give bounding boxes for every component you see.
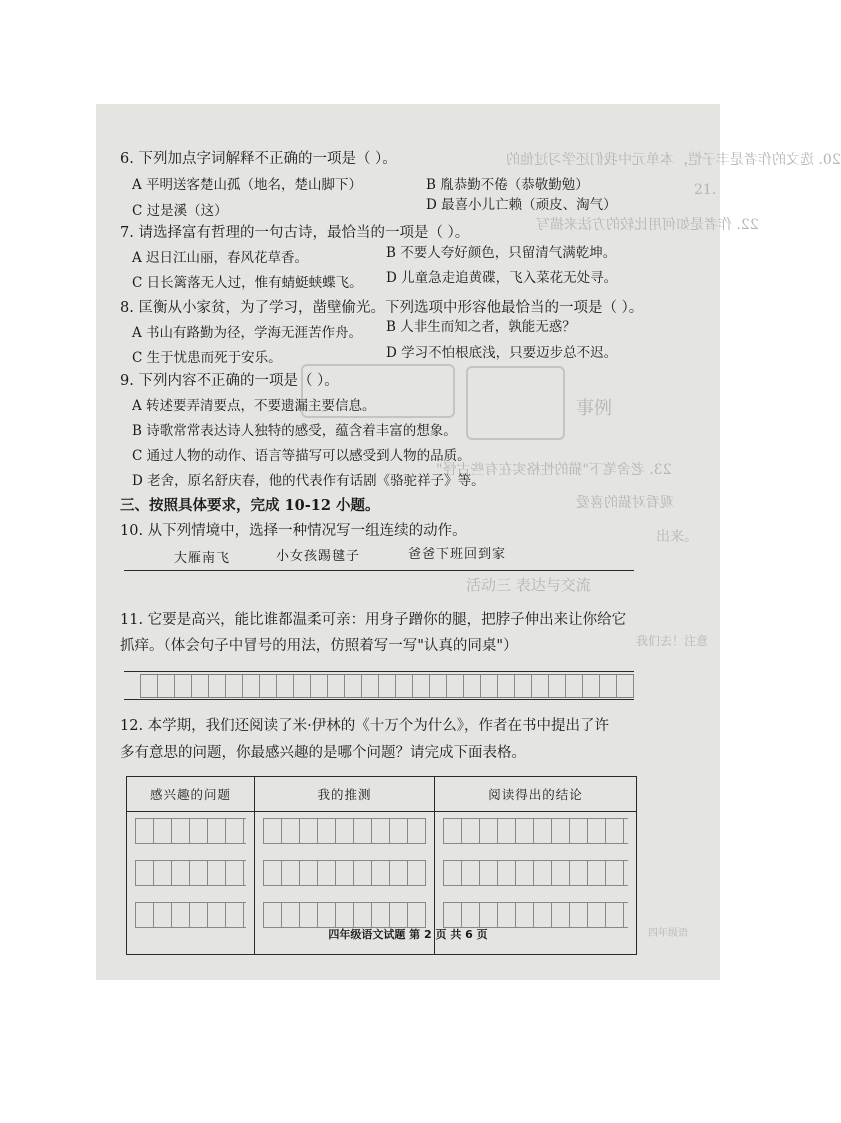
writing-cells (443, 818, 628, 844)
ghost-q22: 22. 作者是如何用比较的方法来描写 (536, 217, 759, 233)
section3-heading: 三、按照具体要求，完成 10-12 小题。 (120, 497, 380, 514)
ghost-q23b: 观看对猫的喜爱 (576, 495, 674, 511)
ghost-heading3: 活动三 表达与交流 (466, 576, 591, 594)
q6-option-c: C 过是溪（这） (132, 203, 228, 219)
page-footer: 四年级语文试题 第 2 页 共 6 页 (328, 928, 488, 941)
q11-line-1: 11. 它要是高兴，能比谁都温柔可亲：用身子蹭你的腿，把脖子伸出来让你给它 (120, 612, 627, 628)
q7-stem: 7. 请选择富有哲理的一句古诗，最恰当的一项是（ ）。 (120, 225, 470, 241)
q7-option-b: B 不要人夸好颜色，只留清气满乾坤。 (386, 245, 617, 261)
q7-option-c: C 日长篱落无人过，惟有蜻蜓蛱蝶飞。 (132, 275, 363, 291)
ghost-diagram-box-right (466, 366, 565, 440)
ghost-example: 事例 (576, 398, 612, 419)
q11-writing-grid-1[interactable] (140, 674, 634, 698)
q8-option-a: A 书山有路勤为径，学海无涯苦作舟。 (132, 325, 363, 341)
q9-option-a: A 转述要弄清要点，不要遗漏主要信息。 (132, 398, 376, 414)
writing-cells (263, 818, 426, 844)
q11-line-2: 抓痒。（体会句子中冒号的用法，仿照着写一写"认真的同桌"） (120, 638, 518, 654)
header-conclusion: 阅读得出的结论 (435, 777, 637, 812)
ghost-footer: 四年级语 (648, 928, 688, 939)
q9-option-b: B 诗歌常常表达诗人独特的感受，蕴含着丰富的想象。 (132, 423, 457, 439)
writing-cells (263, 860, 426, 886)
writing-cells (263, 902, 426, 928)
writing-cells (443, 860, 628, 886)
writing-cells (135, 902, 246, 928)
q10-answer-line[interactable] (124, 570, 634, 571)
q10-option-dad-home: 爸爸下班回到家 (408, 547, 507, 562)
writing-cells (135, 860, 246, 886)
writing-cells (443, 902, 628, 928)
q10-option-geese: 大雁南飞 (174, 551, 231, 566)
q10-option-shuttlecock: 小女孩踢毽子 (276, 549, 361, 564)
ghost-q23a: 23. 老舍笔下"猫的性格实在有些古怪" (436, 462, 672, 478)
q9-option-d: D 老舍，原名舒庆春，他的代表作有话剧《骆驼祥子》等。 (132, 473, 485, 489)
q8-stem: 8. 匡衡从小家贫，为了学习，凿壁偷光。下列选项中形容他最恰当的一项是（ ）。 (120, 300, 644, 316)
exam-page (96, 104, 841, 980)
q7-option-a: A 迟日江山丽，春风花草香。 (132, 250, 309, 266)
q6-option-a: A 平明送客楚山孤（地名，楚山脚下） (132, 177, 363, 193)
q8-option-d: D 学习不怕根底浅，只要迈步总不迟。 (386, 345, 618, 361)
q6-option-d: D 最喜小儿亡赖（顽皮、淘气） (426, 197, 617, 213)
q8-option-b: B 人非生而知之者，孰能无惑？ (386, 319, 576, 335)
q12-line-2: 多有意思的问题，你最感兴趣的是哪个问题？请完成下面表格。 (120, 745, 526, 761)
ghost-side: 我们去！注意 (636, 634, 709, 648)
q6-stem: 6. 下列加点字词解释不正确的一项是（ ）。 (120, 151, 397, 167)
q11-answer-line-2[interactable] (124, 699, 634, 700)
ghost-q21: 21. (694, 182, 717, 198)
q9-option-c: C 通过人物的动作、语言等描写可以感受到人物的品质。 (132, 448, 471, 464)
q9-stem: 9. 下列内容不正确的一项是（ ）。 (120, 373, 339, 389)
ghost-q20: 20. 选文的作者是丰子恺，本单元中我们还学习过他的 (506, 152, 841, 168)
ghost-q23c: 出来。 (656, 529, 698, 545)
q6-option-b: B 胤恭勤不倦（恭敬勤勉） (426, 177, 589, 193)
writing-cells (135, 818, 246, 844)
q8-option-c: C 生于忧患而死于安乐。 (132, 350, 282, 366)
q11-answer-line-1[interactable] (124, 671, 634, 672)
header-my-guess: 我的推测 (255, 777, 435, 812)
q10-stem: 10. 从下列情境中，选择一种情况写一组连续的动作。 (120, 523, 467, 539)
q7-option-d: D 儿童急走追黄碟，飞入菜花无处寻。 (386, 270, 618, 286)
header-interest-question: 感兴趣的问题 (127, 777, 255, 812)
q12-line-1: 12. 本学期，我们还阅读了米·伊林的《十万个为什么》，作者在书中提出了许 (120, 718, 610, 734)
